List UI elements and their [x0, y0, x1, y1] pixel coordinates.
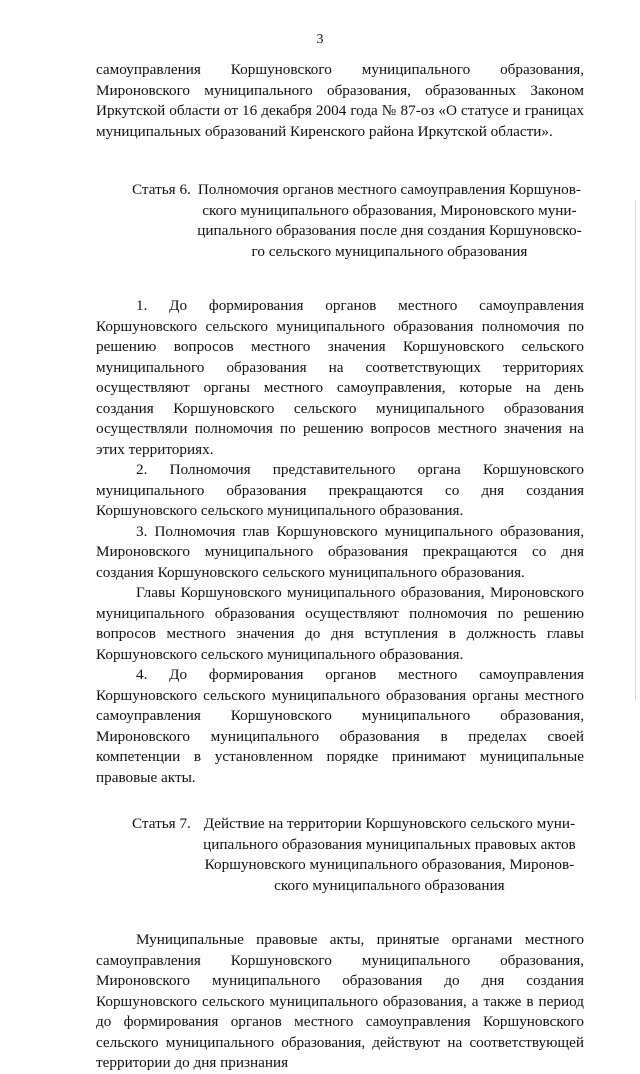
article-6-title-line: го сельского муниципального образования [251, 242, 528, 260]
article-7-title-line: Коршуновского муниципального образования, Миронов- [204, 856, 575, 873]
article-6-title-line: ципального образования после дня создания Коршуновско- [197, 222, 582, 239]
intro-paragraph: самоуправления Коршуновского муниципального образования, Мироновского муниципального образования, образованных Законом Иркутской области от 16 декабря 2004 года № 87-оз «О статусе и границах муниципальных образований Киренского района Иркутской области». [96, 61, 584, 140]
article-7-paragraph: Муниципальные правовые акты, принятые органами местного самоуправления Коршуновского муниципального образования, Мироновского муниципального образования до дня создания Коршуновского сельского муниципального образования, а также в период до формирования органов местного самоуправления Коршуновского сельского муниципального образования, действуют на соответствующей территории до дня признания [96, 931, 584, 1071]
article-7-title-line: ципального образования муниципальных правовых актов [203, 835, 576, 853]
scan-edge-line [635, 200, 636, 700]
article-6-title [195, 180, 584, 262]
article-6-paragraph: 3. Полномочия глав Коршуновского муниципального образования, Мироновского муниципального образования прекращаются со дня создания Коршуновского сельского муниципального образования. [96, 522, 584, 581]
article-6-paragraph: 4. До формирования органов местного самоуправления Коршуновского сельского муниципального образования органы местного самоуправления Коршуновского муниципального образования, Мироновского муниципального образования в пределах своей компетенции в установленном порядке принимают муниципальные правовые акты. [96, 666, 584, 786]
document-body [96, 60, 584, 1074]
article-6-paragraph: 1. До формирования органов местного самоуправления Коршуновского сельского муниципального образования полномочия по решению вопросов местного значения Коршуновского сельского муниципального образования на соответствующих территориях осуществляют органы местного самоуправления, которые на день создания Коршуновского сельского муниципального образования осуществляли полномочия по решению вопросов местного значения на этих территориях. [96, 297, 584, 458]
article-6-label: Статья 6. [132, 181, 191, 198]
page-number: 3 [316, 32, 324, 47]
article-7-title-line: ского муниципального образования [274, 876, 505, 894]
article-6-paragraph: 2. Полномочия представительного органа Коршуновского муниципального образования прекращаются со дня создания Коршуновского сельского муниципального образования. [96, 461, 584, 519]
article-7-title-line: Действие на территории Коршуновского сельского муни- [203, 815, 576, 832]
article-6-heading [96, 180, 584, 262]
article-6-paragraph: Главы Коршуновского муниципального образования, Мироновского муниципального образования осуществляют полномочия по решению вопросов местного значения до дня вступления в должность главы Коршуновского сельского муниципального образования. [96, 584, 584, 663]
article-7-heading [96, 814, 584, 896]
article-7-title [195, 814, 584, 896]
article-6-title-line: ского муниципального образования, Мироновского муни- [202, 201, 577, 219]
article-6-title-line: Полномочия органов местного самоуправления Коршунов- [197, 181, 581, 198]
article-7-label: Статья 7. [132, 815, 191, 832]
